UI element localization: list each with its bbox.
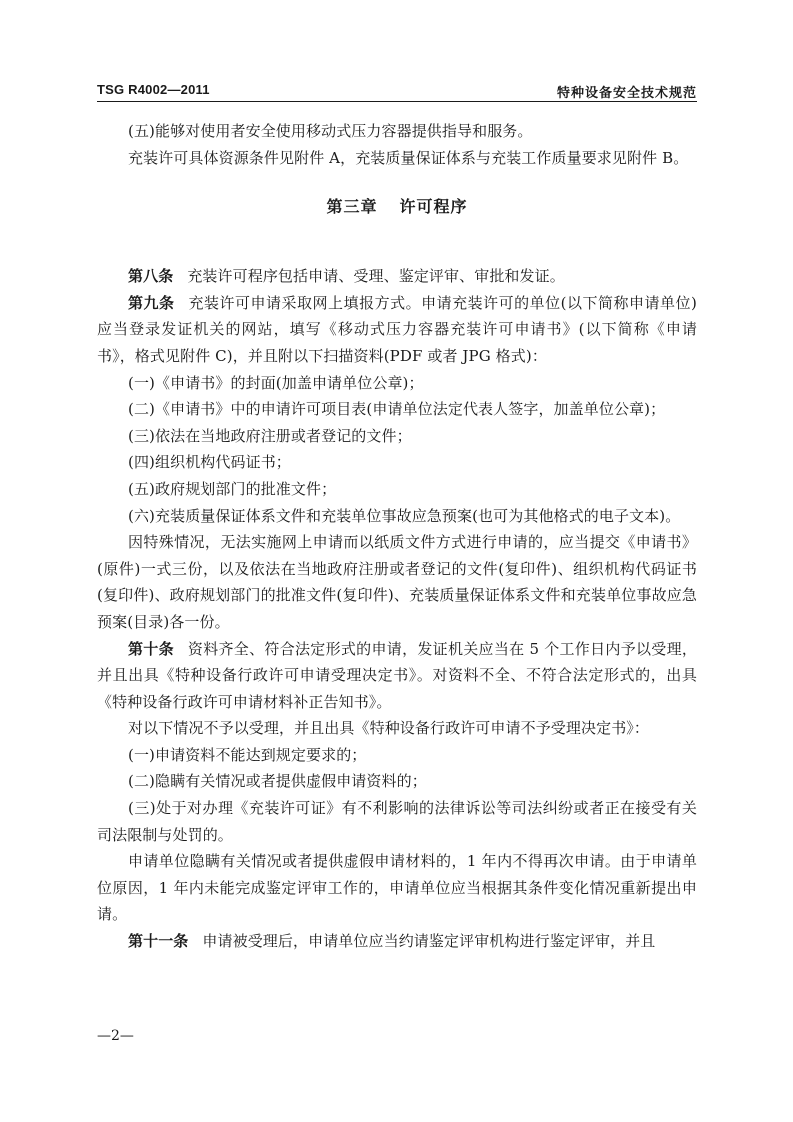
- article-label: 第九条: [128, 293, 175, 312]
- article-label: 第十条: [128, 639, 174, 658]
- article-text: 充装许可程序包括申请、受理、鉴定评审、审批和发证。: [187, 267, 565, 286]
- list-item: (四)组织机构代码证书；: [128, 453, 291, 472]
- article-text: 充装许可申请采取网上填报方式。申请充装许可的单位(以下简称申请单位)应当登录发证机关的网站，填写《移动式压力容器充装许可申请书》(以下简称《申请书》，格式见附件 C)，并且附以下扫描资料(PDF 或者 JPG 格式)：: [97, 293, 697, 365]
- list-item: (三)处于对办理《充装许可证》有不利影响的法律诉讼等司法纠纷或者正在接受有关司法限制与处罚的。: [97, 799, 697, 844]
- list-item: (二)《申请书》中的申请许可项目表(申请单位法定代表人签字，加盖单位公章)；: [128, 400, 666, 419]
- page-number: —2—: [97, 1028, 134, 1044]
- series-title: 特种设备安全技术规范: [556, 86, 697, 101]
- header-divider: [97, 101, 697, 102]
- list-item: (一)《申请书》的封面(加盖申请单位公章)；: [128, 373, 424, 392]
- article-10: [97, 636, 697, 716]
- paragraph-condition-5: (五)能够对使用者安全使用移动式压力容器提供指导和服务。: [128, 122, 533, 140]
- article-11: [97, 928, 697, 955]
- list-item: (一)申请资料不能达到规定要求的；: [128, 745, 367, 764]
- article-9: [97, 290, 697, 370]
- list-item: (三)依法在当地政府注册或者登记的文件；: [128, 426, 412, 445]
- list-item: (六)充装质量保证体系文件和充装单位事故应急预案(也可为其他格式的电子文本)。: [128, 506, 681, 525]
- chapter-heading: [97, 171, 697, 243]
- article-8: [97, 263, 697, 290]
- article-label: 第十一条: [128, 932, 189, 951]
- doc-code: TSG R4002—2011: [97, 82, 210, 97]
- paragraph-reject-intro: 对以下情况不予以受理，并且出具《特种设备行政许可申请不予受理决定书》：: [128, 719, 650, 738]
- paragraph-annex-reference: 充装许可具体资源条件见附件 A，充装质量保证体系与充装工作质量要求见附件 B。: [128, 148, 689, 167]
- article-text: 资料齐全、符合法定形式的申请，发证机关应当在 5 个工作日内予以受理，并且出具《特种设备行政许可申请受理决定书》。对资料不全、不符合法定形式的，出具《特种设备行政许可申请材料补正告知书》。: [97, 639, 697, 711]
- article-label: 第八条: [128, 267, 174, 286]
- chapter-number: 第三章: [326, 197, 378, 217]
- page-body: [97, 118, 697, 955]
- paragraph-reapply-note: 申请单位隐瞒有关情况或者提供虚假申请材料的，1 年内不得再次申请。由于申请单位原因，1 年内未能完成鉴定评审工作的，申请单位应当根据其条件变化情况重新提出申请。: [97, 852, 697, 924]
- list-item: (二)隐瞒有关情况或者提供虚假申请资料的；: [128, 772, 427, 791]
- page-header: [97, 82, 697, 102]
- chapter-title: 许可程序: [399, 197, 468, 217]
- list-item: (五)政府规划部门的批准文件；: [128, 479, 337, 498]
- paragraph-special-case: 因特殊情况，无法实施网上申请而以纸质文件方式进行申请的，应当提交《申请书》(原件)一式三份，以及依法在当地政府注册或者登记的文件(复印件)、组织机构代码证书(复印件)、政府规划部门的批准文件(复印件)、充装质量保证体系文件和充装单位事故应急预案(目录)各一份。: [97, 533, 697, 631]
- article-text: 申请被受理后，申请单位应当约请鉴定评审机构进行鉴定评审，并且: [202, 932, 656, 951]
